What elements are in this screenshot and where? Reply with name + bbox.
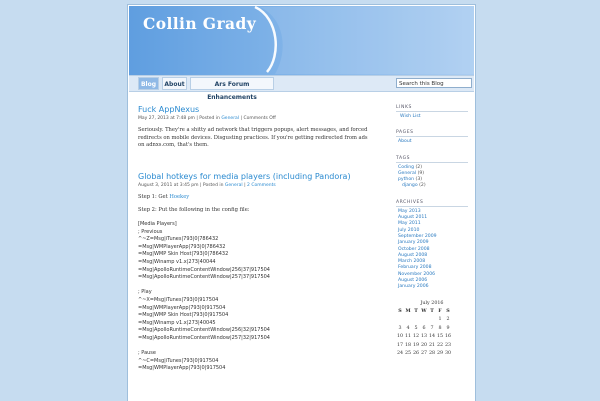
archives-list — [396, 209, 468, 291]
step1-text: Step 1: Get — [138, 193, 170, 200]
links-list — [396, 114, 468, 120]
weekday-label: M — [405, 307, 411, 314]
tab-blog[interactable]: Blog — [138, 77, 159, 90]
calendar-day: 18 — [404, 342, 412, 348]
config-code-block: [Media Players] ; Previous ^~Z=Msg|iTunes|793|0|786432 =Msg|WMPlayerApp|793|0|786432 =Msg|WMP Skin Host|793|0|786432 =Msg|Winamp v1.x|273|40044 =Msg|ApolloRuntimeContentWindow|256|37|917504 =Msg|ApolloRuntimeContentWindow|257|37|917504 ; Play ^~X=Msg|iTunes|793|0|917504 =Msg|WMPlayerApp|793|0|917504 =Msg|WMP Skin Host|793|0|917504 =Msg|Winamp v1.x|273|40045 =Msg|ApolloRuntimeContentWindow|256|32|917504 =Msg|ApolloRuntimeContentWindow|257|32|917504 ; Pause ^~C=Msg|iTunes|793|0|917504 =Msg|WMPlayerApp|793|0|917504 — [138, 220, 270, 372]
calendar-day: 5 — [414, 325, 418, 331]
calendar-day: 20 — [420, 342, 428, 348]
main-content — [138, 105, 370, 373]
post-body — [138, 194, 370, 373]
archive-link[interactable]: January 2009 — [398, 240, 429, 246]
calendar-day: 13 — [420, 334, 428, 340]
tag-count: (9) — [417, 170, 425, 176]
calendar-widget — [396, 301, 468, 359]
tab-about[interactable]: About — [162, 77, 187, 90]
sidebar-heading-tags: TAGS — [396, 156, 468, 163]
calendar-day: 30 — [444, 351, 452, 357]
page — [127, 4, 476, 401]
archive-link[interactable]: November 2006 — [398, 271, 436, 277]
meta-separator: | — [239, 116, 244, 121]
tag-name[interactable]: Coding — [398, 164, 415, 170]
calendar-day: 7 — [430, 325, 434, 331]
calendar-day: 15 — [436, 334, 444, 340]
archive-link[interactable]: May 2013 — [398, 208, 421, 214]
calendar-day: 28 — [428, 351, 436, 357]
archive-link[interactable]: February 2008 — [398, 265, 432, 271]
calendar-day: 29 — [436, 351, 444, 357]
calendar-day: 12 — [412, 334, 420, 340]
archive-link[interactable]: August 2006 — [398, 278, 428, 284]
calendar-day: 26 — [412, 351, 420, 357]
post-meta — [138, 116, 370, 122]
calendar-day: 22 — [436, 342, 444, 348]
post-category-link[interactable]: General — [224, 182, 243, 188]
calendar-day: 8 — [438, 325, 442, 331]
archive-link[interactable]: January 2006 — [398, 284, 429, 290]
tag-name[interactable]: General — [398, 170, 417, 176]
calendar-day: 14 — [428, 334, 436, 340]
nav-bar — [129, 75, 474, 101]
tag-name[interactable]: python — [398, 177, 415, 183]
sidebar-heading-links: LINKS — [396, 105, 468, 112]
calendar-day: 19 — [412, 342, 420, 348]
weekday-label: F — [438, 307, 442, 314]
archive-link[interactable]: August 2008 — [398, 252, 428, 258]
calendar-weekday-row — [396, 308, 452, 316]
post — [138, 105, 370, 150]
calendar-table — [396, 308, 452, 359]
calendar-day: 11 — [404, 334, 412, 340]
calendar-day — [412, 316, 420, 325]
calendar-day: 24 — [396, 351, 404, 357]
calendar-week — [396, 324, 452, 333]
calendar-day — [420, 316, 428, 325]
calendar-day: 21 — [428, 342, 436, 348]
archive-link[interactable]: October 2008 — [398, 246, 430, 252]
calendar-week — [396, 341, 452, 350]
calendar-week — [396, 350, 452, 359]
post-category-link[interactable]: General — [221, 116, 240, 121]
calendar-day: 3 — [398, 325, 402, 331]
post-paragraph: Seriously. They're a shitty ad network that triggers popups, alert messages, and forced redirects on mobile devices. Disgusting practices. If you're getting redirected from ads on adnxs.com, that's them. — [138, 127, 368, 149]
calendar-day: 1 — [438, 317, 442, 323]
calendar-caption: July 2016 — [420, 300, 444, 306]
calendar-day — [404, 316, 412, 325]
calendar-day — [396, 316, 404, 325]
archive-link[interactable]: August 2011 — [398, 215, 428, 221]
archive-link[interactable]: September 2009 — [398, 233, 437, 239]
calendar-day: 27 — [420, 351, 428, 357]
archive-link[interactable]: July 2010 — [398, 227, 420, 233]
weekday-label: S — [446, 307, 450, 314]
calendar-day: 10 — [396, 334, 404, 340]
tag-count: (3) — [415, 177, 423, 183]
weekday-label: W — [421, 307, 427, 314]
sidebar — [396, 105, 468, 358]
hoekey-link[interactable]: Hoekey — [169, 193, 190, 200]
site-title[interactable]: Collin Grady — [143, 14, 257, 33]
calendar-day — [428, 316, 436, 325]
tag-count: (2) — [419, 183, 426, 189]
post-comments-link[interactable]: 2 Comments — [247, 182, 276, 188]
calendar-day: 9 — [446, 325, 450, 331]
calendar-day: 23 — [444, 342, 452, 348]
post-body — [138, 127, 370, 150]
calendar-week — [396, 333, 452, 342]
pages-list — [396, 139, 468, 145]
tag-item[interactable] — [398, 183, 468, 189]
sidebar-heading-archives: ARCHIVES — [396, 200, 468, 207]
search-input[interactable]: Search this Blog — [396, 78, 472, 88]
post-paragraph: Step 2: Put the following in the config file: — [138, 207, 250, 214]
post-date: August 3, 2011 at 3:45 pm | Posted in — [138, 182, 225, 188]
post — [138, 172, 370, 373]
calendar-day: 25 — [404, 351, 412, 357]
post-title-link[interactable]: Fuck AppNexus — [138, 105, 200, 114]
tag-count: (2) — [415, 164, 423, 170]
tags-list — [396, 165, 468, 190]
post-paragraph — [138, 194, 370, 202]
sidebar-heading-pages: PAGES — [396, 130, 468, 137]
calendar-day: 17 — [396, 342, 404, 348]
tab-ars-forum-enhancements[interactable]: Ars Forum Enhancements — [190, 77, 274, 90]
calendar-week — [396, 316, 452, 325]
calendar-day: 4 — [406, 325, 410, 331]
sidebar-link-wish-list[interactable]: Wish List — [400, 114, 421, 119]
archive-link[interactable]: March 2008 — [398, 259, 426, 265]
post-date: May 27, 2013 at 7:48 pm | Posted in — [138, 116, 222, 121]
calendar-day: 6 — [422, 325, 426, 331]
meta-separator: | — [242, 182, 248, 188]
weekday-label: S — [398, 307, 402, 314]
sidebar-page-about[interactable]: About — [398, 139, 412, 145]
post-meta — [138, 183, 370, 189]
tag-name[interactable]: django — [402, 183, 418, 189]
calendar-day: 2 — [446, 317, 450, 323]
post-comments: Comments Off — [243, 116, 276, 121]
archive-link[interactable]: May 2011 — [398, 221, 421, 227]
header-banner — [129, 6, 474, 75]
weekday-label: T — [414, 307, 418, 314]
calendar-day: 16 — [444, 334, 452, 340]
weekday-label: T — [430, 307, 434, 314]
post-title-link[interactable]: Global hotkeys for media players (including Pandora) — [138, 171, 351, 181]
